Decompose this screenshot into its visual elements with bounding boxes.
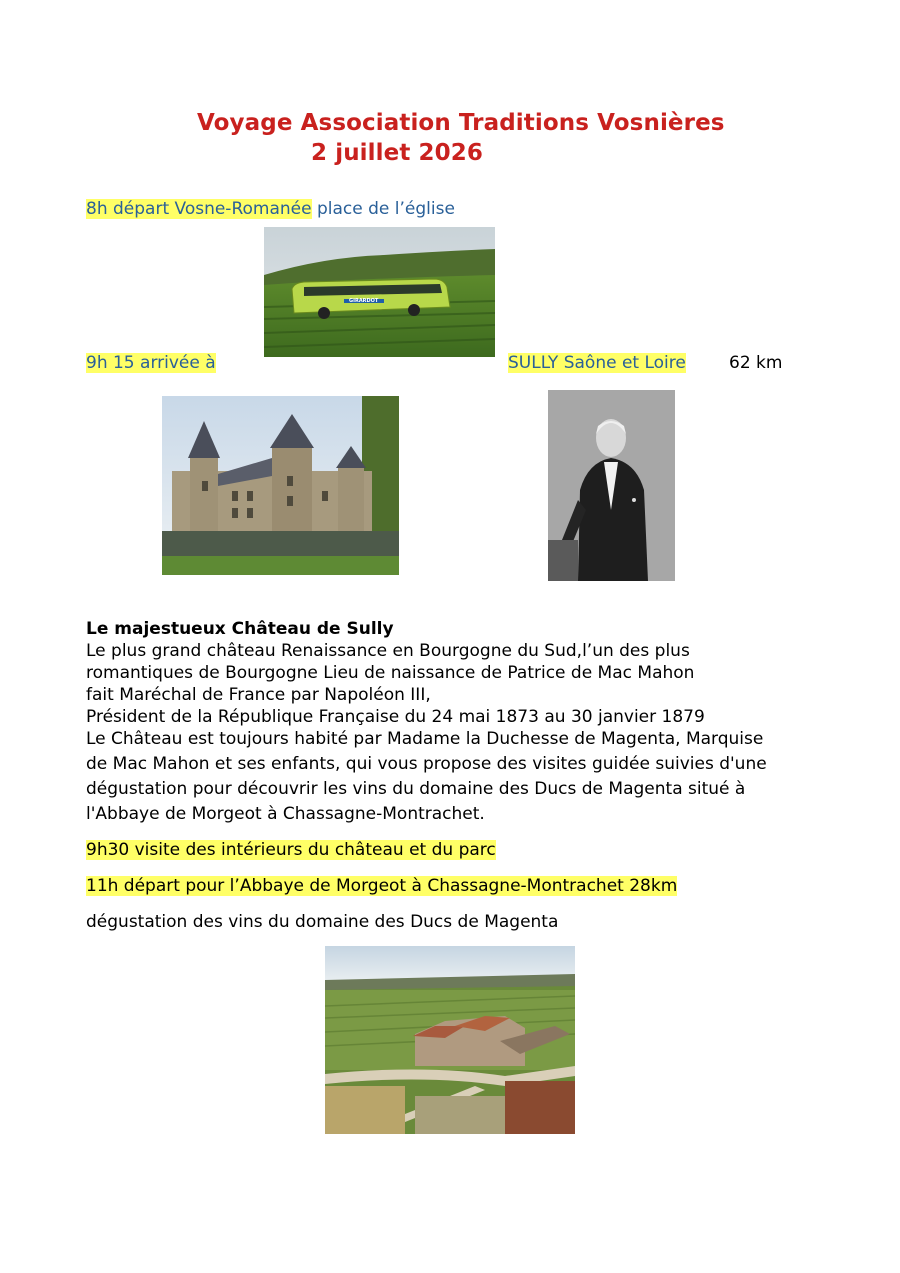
abbaye-photo xyxy=(325,946,575,1134)
arrival-time-line xyxy=(86,352,216,374)
chateau-heading: Le majestueux Château de Sully xyxy=(86,619,394,639)
chateau-photo xyxy=(162,396,399,575)
chateau-line: fait Maréchal de France par Napoléon III, xyxy=(86,685,431,705)
visit-line xyxy=(86,839,496,861)
page-date: 2 juillet 2026 xyxy=(311,140,483,166)
chateau-line: Le plus grand château Renaissance en Bourgogne du Sud,l’un des plus xyxy=(86,641,690,661)
arrival-place: SULLY Saône et Loire xyxy=(508,353,686,373)
chateau-line: dégustation pour découvrir les vins du domaine des Ducs de Magenta situé à xyxy=(86,779,746,799)
mac-mahon-portrait xyxy=(548,390,675,581)
chateau-line: Président de la République Française du 24 mai 1873 au 30 janvier 1879 xyxy=(86,707,705,727)
departure-place: place de l’église xyxy=(311,199,455,219)
arrival-place-line xyxy=(508,352,686,374)
chateau-line: Le Château est toujours habité par Madame la Duchesse de Magenta, Marquise xyxy=(86,729,764,749)
chateau-line: l'Abbaye de Morgeot à Chassagne-Montrachet. xyxy=(86,804,485,824)
arrival-time: 9h 15 arrivée à xyxy=(86,353,216,373)
bus-photo xyxy=(264,227,495,357)
abbaye-departure-text: 11h départ pour l’Abbaye de Morgeot à Chassagne-Montrachet 28km xyxy=(86,876,678,896)
arrival-distance: 62 km xyxy=(729,353,783,373)
page-title: Voyage Association Traditions Vosnières xyxy=(197,110,725,136)
chateau-line: de Mac Mahon et ses enfants, qui vous propose des visites guidée suivies d'une xyxy=(86,754,767,774)
tasting-line: dégustation des vins du domaine des Ducs de Magenta xyxy=(86,912,559,932)
visit-text: 9h30 visite des intérieurs du château et du parc xyxy=(86,840,496,860)
departure-line xyxy=(86,198,455,220)
abbaye-departure-line xyxy=(86,875,677,897)
bus-brand: GIRARDOT xyxy=(349,298,379,304)
departure-time: 8h départ Vosne-Romanée xyxy=(86,199,312,219)
chateau-line: romantiques de Bourgogne Lieu de naissance de Patrice de Mac Mahon xyxy=(86,663,695,683)
